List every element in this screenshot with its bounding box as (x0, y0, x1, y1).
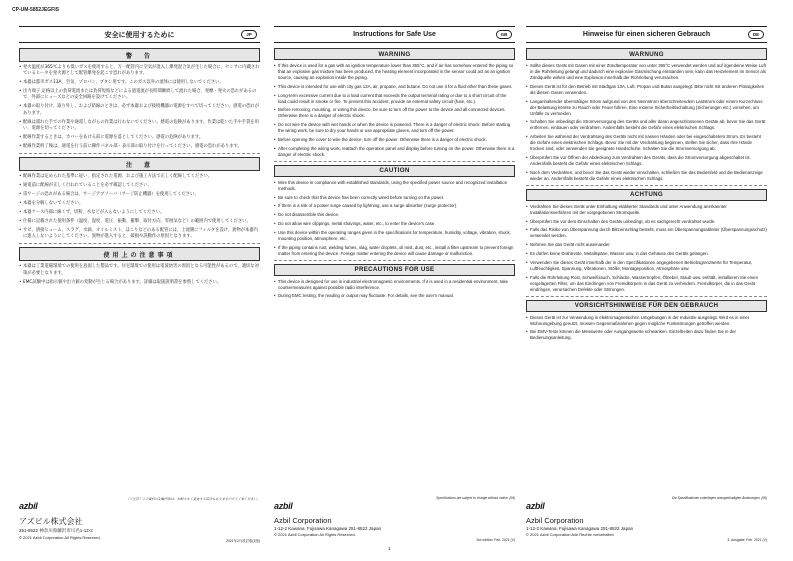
list-item (526, 204, 767, 216)
bullet-icon: • (19, 80, 22, 86)
list-item-text: Dieses Gerät ist für den Betrieb mit Stadtgas 13A, Luft, Propan und Butan ausgelegt. Bitte nicht mit anderen Flüssigkeiten als diesen Gasen verwenden. (530, 83, 765, 95)
bullet-icon: • (526, 250, 528, 256)
list-item (19, 183, 260, 189)
section-list (526, 315, 767, 342)
section-list (274, 63, 515, 158)
document-code: CP-UM-5852JEGFIS (12, 7, 59, 13)
bullet-icon: • (19, 210, 22, 216)
bullet-icon: • (274, 220, 276, 226)
list-item (19, 280, 260, 286)
list-item (526, 251, 767, 257)
section-heading: WARNUNG (526, 48, 767, 60)
section-heading: 使用上の注意事項 (19, 247, 260, 261)
list-item (274, 63, 515, 81)
list-item-text: If this device is used for a gas with an ignition temperature lower than 365°C, and if air has somehow entered the piping so that an explosive gas mixture has been produced, the heating element incorporated in the sensor could act as an ignition source, causing an explosion inside the piping. (278, 63, 514, 80)
edition: 3rd edition: Feb. 2021 (V) (476, 538, 515, 542)
list-item (526, 275, 767, 293)
section-heading: WARNING (274, 48, 515, 60)
section-list (19, 174, 260, 240)
footer-english (274, 494, 515, 544)
bullet-icon: • (274, 194, 276, 200)
list-item (19, 192, 260, 198)
column-japanese (19, 26, 260, 486)
list-item-text: 通電前に配線が正しく行われていることを必ず確認してください。 (23, 183, 152, 189)
list-item (526, 134, 767, 152)
bullet-icon: • (526, 314, 528, 320)
list-item (19, 89, 260, 101)
bullet-icon: • (274, 136, 276, 142)
sections-container (19, 48, 260, 286)
bullet-icon: • (19, 192, 22, 198)
bullet-icon: • (274, 122, 276, 128)
section-heading: VORSICHTSHINWEISE FÜR DEN GEBRAUCH (526, 300, 767, 312)
azbil-logo: azbil (19, 501, 38, 511)
list-item-text: If there is a risk of a power surge caused by lightning, use a surge absorber (surge protector). (278, 203, 458, 209)
list-item-text: Long-term excessive current due to a load current that exceeds the output terminal rating or due to a short circuit of the load could result in smoke or fire. To prevent this accident, provide an external safety circuit (fuse, etc.). (278, 92, 507, 104)
list-item (274, 137, 515, 143)
list-item-text: Do not wire the device with wet hands or when the device is powered. There is a danger of electric shock. Before starting the wiring work, be sure to dry your hands or use appropriate gloves, and turn off the power. (278, 122, 511, 134)
azbil-logo: azbil (526, 501, 545, 511)
list-item-text: This device is designed for use in industrial electromagnetic environments. If it is used in a residential environment, take countermeasures against possible radio interference. (278, 278, 509, 290)
section-list (274, 279, 515, 300)
bullet-icon: • (19, 143, 22, 149)
bullet-icon: • (274, 212, 276, 218)
list-item (526, 84, 767, 96)
list-item (274, 203, 515, 209)
bullet-icon: • (274, 63, 276, 68)
language-badge: GB (496, 30, 512, 39)
list-item-text: Before opening the cover to wire the device, turn off the power. Otherwise there is a danger of electric shock. (278, 136, 487, 142)
copyright: © 2021 Azbil Corporation All Rights Reserved. (274, 531, 356, 537)
bullet-icon: • (19, 65, 22, 70)
copyright: © 2021 Azbil Corporation Alle Rechte vorbehalten (526, 531, 614, 537)
list-item-text: Do not disassemble this device. (278, 212, 340, 218)
list-item (19, 65, 260, 77)
list-item-text: Use this device within the operating ranges given in the specifications for temperature, humidity, voltage, vibration, shock, mounting position, atmosphere, etc. (278, 229, 511, 241)
list-item-text: Es dürfen keine Drahtreste, Metallspäne, Wasser usw. in das Gehäuse des Geräts gelangen. (530, 250, 709, 256)
list-item (274, 293, 515, 299)
list-item-text: Falls die Rohrleitung Rost, Schweißrauch, Schlacke, Wassertropfen, Ölnebel, Staub usw. enthält, installieren Sie einen vorgelagerten Filter, um das Eindringen von Fremdkörpern in das Gerät zu verhindern. Fremdkörper, die in das Gerät eindringen, verursachen Defekte oder Störungen. (530, 274, 759, 292)
list-item-text: 配線作業終了後は、通電を行う前に操作パネル部・表示部の取り付けを行ってください。感電の恐れがあります。 (23, 143, 242, 149)
page-number: 1 (388, 546, 391, 551)
bullet-icon: • (274, 107, 276, 113)
bullet-icon: • (274, 278, 276, 284)
list-item (526, 219, 767, 225)
company-name: Azbil Corporation (274, 516, 332, 525)
column-header (19, 26, 260, 43)
list-item-text: Überprüfen Sie vor dem Einschalten des Geräts unbedingt, ob es sachgerecht verdrahtet wurde. (530, 218, 716, 224)
list-item-text: Dieses Gerät ist zur Verwendung in elektromagnetischen Umgebungen in der Industrie ausgelegt. Wird es in einer Wohnumgebung genutzt, müssen Gegenmaßnahmen gegen mögliche Funkstörungen getroffen werden. (530, 314, 750, 326)
column-title: Hinweise für einen sicheren Gebrauch (582, 31, 711, 38)
list-item-text: 本器ケース内部に線くず、切粉、水などが入らないようにしてください。 (23, 210, 165, 216)
list-item-text: Nach dem Verdrahten, und bevor Sie das Gerät wieder einschalten, schließen Sie das Bedienfeld und die Bedienanzeige wieder an. Andernfalls besteht die Gefahr eines elektrischen Schlags. (530, 169, 763, 181)
list-item (19, 210, 260, 216)
bullet-icon: • (274, 203, 276, 209)
bullet-icon: • (274, 293, 276, 299)
list-item (19, 144, 260, 150)
list-item-text: 本器を分解しないでください。 (23, 201, 84, 207)
list-item-text: サビ、溶接ヒューム、スラグ、水滴、オイルミスト、ほこりなどのある配管には、上流側にフィルタを設け、異物が本器内に進入しないようにしてください。異物が進入すると、破損や誤動作の原因となります。 (23, 228, 258, 240)
list-item (526, 242, 767, 248)
language-badge: DE (748, 30, 764, 39)
bullet-icon: • (526, 329, 528, 335)
list-item (274, 93, 515, 105)
list-item-text: Before removing, mounting, or wiring this device, be sure to turn off the power to the device and all connected devices. Otherwise there is a danger of electric shock. (278, 107, 506, 119)
list-item (526, 155, 767, 167)
list-item (526, 260, 767, 272)
list-item-text: Bei EMV-Tests können die Messwerte oder Ausgangswerte schwanken. Einzelheiten dazu finden Sie in der Bedienungsanleitung. (530, 329, 736, 341)
edition: 2021年2月改訂版(1版) (226, 539, 260, 543)
list-item-text: Überprüfen Sie vor Öffnen der Abdeckung zum Verdrahten des Geräts, dass die Stromversorgung abgeschaltet ist. Andernfalls besteht die Gefahr eines elektrischen Schlags. (530, 154, 751, 166)
bullet-icon: • (526, 259, 528, 265)
company-name: アズビル株式会社 (19, 517, 83, 526)
column-english (274, 26, 515, 486)
list-item-text: Wire this device in compliance with established standards, using the specified power source and recognized installation methods. (278, 179, 508, 191)
section-list (19, 264, 260, 285)
list-item (19, 264, 260, 276)
column-header (526, 26, 767, 43)
section-divider (526, 185, 767, 186)
list-item-text: 出力端子 定格以上の負荷電流または負荷短絡などによる過電流が長時間継続して流れた場合、発煙・発火の恐れがあるので、外部にヒューズなどの安全回路を設けてください。 (23, 89, 257, 101)
list-item (526, 63, 767, 81)
list-item-text: Be sure to check that this device has been correctly wired before turning on the power. (278, 194, 445, 200)
list-item-text: Falls das Risiko von Überspannung durch Blitzeinschlag besteht, muss ein Überspannungsableiter (Überspannungsschutz) verwendet werden. (530, 227, 767, 239)
list-item (526, 119, 767, 131)
section-divider (19, 243, 260, 244)
section-heading: CAUTION (274, 165, 515, 177)
bullet-icon: • (274, 244, 276, 250)
list-item-text: Verwenden Sie dieses Gerät innerhalb der in den Spezifikationen angegebenen Betriebsgrenzwerte für Temperatur, Luftfeuchtigkeit, Spannung, Vibrationen, Stöße, Montageposition, Atmosphäre usw. (530, 259, 753, 271)
list-item-text: 配線作業は定められた基準に従い、指定された電源、および施工方法で正しく配線してください。 (23, 174, 213, 180)
column-header (274, 26, 515, 43)
list-item (274, 84, 515, 90)
list-item (526, 170, 767, 182)
list-item-text: Nehmen Sie das Gerät nicht auseinander. (530, 242, 611, 248)
section-heading: ACHTUNG (526, 189, 767, 201)
section-heading: 警 告 (19, 48, 260, 62)
bullet-icon: • (19, 228, 22, 234)
list-item-text: 配線作業するときは、カバーをあける前に電源を落としてください。感電の危険があります。 (23, 134, 204, 140)
sections-container (274, 48, 515, 299)
footer-note: （ご注意）この資料の記載内容は、お断りなく変更する場合もありますのでご了承ください。 (126, 497, 260, 501)
bullet-icon: • (19, 174, 22, 180)
list-item (19, 120, 260, 132)
company-address: 251-8522 神奈川県藤沢市川名1-12-2 (19, 528, 93, 533)
list-item-text: Langanhaltender übermäßiger Strom aufgrund von den Nennstrom überschreitendem Laststrom oder einem Kurzschluss der Belastung könnte zu Rauch oder Feuer führen. Eine externe Sicherheitsschaltung (Sicherungen etc.) vorsehen, um Unfälle zu vermeiden. (530, 98, 763, 116)
section-divider (274, 161, 515, 162)
section-heading: 注 意 (19, 157, 260, 171)
list-item-text: After completing the wiring work, reattach the operation panel and display before turning on the power. Otherwise there is a danger of electric shock. (278, 145, 515, 157)
list-item (274, 122, 515, 134)
list-item-text: 雷サージの恐れがある場合は、サージアブソーバ（サージ防止機器）を使用してください。 (23, 192, 199, 198)
list-item (19, 219, 260, 225)
bullet-icon: • (526, 227, 528, 233)
language-badge: JP (241, 30, 257, 39)
section-list (274, 180, 515, 257)
bullet-icon: • (274, 83, 276, 89)
footer-german (526, 494, 767, 544)
list-item (274, 221, 515, 227)
list-item-text: EMC試験中は指示値や出力値の変動が生じる場合があります。詳細は取扱説明書を参照してください。 (23, 279, 222, 285)
list-item-text: Verdrahten Sie dieses Gerät unter Einhaltung etablierter Standards und unter Anwendung anerkannter Installationsverfahren mit der vorgegebenen Stromquelle. (530, 203, 727, 215)
list-item (526, 99, 767, 117)
bullet-icon: • (526, 154, 528, 160)
list-item-text: 本器は工業電磁環境での使用を意図した製品です。住宅環境での使用は電波妨害の原因となる可能性があるので、適切な対策が必要となります。 (23, 264, 259, 276)
bullet-icon: • (526, 83, 528, 89)
bullet-icon: • (19, 134, 22, 140)
company-address: 1-12-2 Kawana, Fujisawa Kanagawa 251-8522 Japan (526, 526, 634, 531)
azbil-logo: azbil (274, 501, 293, 511)
bullet-icon: • (19, 219, 22, 225)
bullet-icon: • (19, 264, 22, 270)
list-item-text: During EMC testing, the reading or output may fluctuate. For details, see the user's manual. (278, 293, 454, 299)
list-item (526, 315, 767, 327)
section-divider (19, 153, 260, 154)
list-item-text: 本器は都市ガス13A、空気、プロパン、ブタン用です。このガス以外の流体には使用しないでください。 (23, 80, 224, 86)
list-item (19, 104, 260, 116)
bullet-icon: • (274, 229, 276, 235)
list-item (19, 135, 260, 141)
footer-note: Specifications are subject to change without notice. (09) (436, 496, 515, 500)
bullet-icon: • (19, 201, 22, 207)
bullet-icon: • (526, 63, 528, 68)
bullet-icon: • (274, 145, 276, 151)
bullet-icon: • (526, 134, 528, 140)
bullet-icon: • (526, 218, 528, 224)
section-divider (274, 260, 515, 261)
list-item (274, 279, 515, 291)
company-name: Azbil Corporation (526, 516, 584, 525)
section-list (526, 204, 767, 293)
bullet-icon: • (526, 119, 528, 125)
bullet-icon: • (19, 183, 22, 189)
list-item (274, 212, 515, 218)
list-item (19, 80, 260, 86)
bullet-icon: • (19, 119, 22, 125)
list-item (19, 174, 260, 180)
list-item (526, 227, 767, 239)
company-address: 1-12-2 Kawana, Fujisawa Kanagawa 251-8522 Japan (274, 526, 382, 531)
bullet-icon: • (19, 89, 22, 95)
section-divider (526, 296, 767, 297)
list-item-text: 本器の取り付け、取り外し、および結線のときは、必ず本器および接続機器の電源をすべて切ってください。感電の恐れがあります。 (23, 104, 260, 116)
bullet-icon: • (526, 203, 528, 209)
list-item-text: This device is intended for use with city gas 13A, air, propane, and butane. Do not use it for a fluid other than these gases. (278, 83, 513, 89)
list-item-text: 仕様に記載された使用条件（温度、湿度、電圧、振動、衝撃、取付方向、雰囲気など）の範囲内で使用してください。 (23, 219, 251, 225)
footer-note: Die Spezifikationen unterliegen unangekündigten Änderungen. (09) (672, 496, 767, 500)
list-item-text: If the piping contains rust, welding fumes, slag, water droplets, oil mist, dust, etc., install a filter upstream to prevent foreign matter from entering the device. Foreign matter entering the device will cause damage or malfunction. (278, 244, 514, 256)
list-item-text: Do not allow wire clippings, metal shavings, water, etc., to enter the device's case. (278, 220, 436, 226)
section-list (19, 65, 260, 150)
column-title: Instructions for Safe Use (353, 31, 436, 38)
list-item (274, 146, 515, 158)
section-list (526, 63, 767, 182)
copyright: © 2021 Azbil Corporation All Rights Reserved. (19, 534, 101, 540)
edition: 3. Ausgabe: Feb. 2021 (V) (727, 538, 767, 542)
list-item-text: Sollte dieses Gerät mit Gasen mit einer Zündtemperatur von unter 365°C verwendet werden und auf irgendeine Weise Luft in die Rohrleitung gelangt und dadurch eine explosive Gasmischung entstanden sein, kann das Heizelement im Sensor als Zündquelle wirken und eine Explosion innerhalb der Rohrleitung verursachen. (530, 63, 766, 80)
list-item (274, 245, 515, 257)
footer-japanese (19, 494, 260, 544)
list-item (19, 228, 260, 240)
bullet-icon: • (274, 92, 276, 98)
bullet-icon: • (274, 179, 276, 185)
list-item (274, 107, 515, 119)
section-heading: PRECAUTIONS FOR USE (274, 264, 515, 276)
list-item (526, 329, 767, 341)
list-item (19, 201, 260, 207)
list-item-text: Arbeiten Sie während der Verdrahtung des Geräts nicht mit nassen Händen oder bei eingeschaltetem Strom. Es besteht die Gefahr eines elektrischen Schlags. Bevor Sie mit der Verdrahtung beginnen, stellen Sie sicher, dass Ihre Hände trocken sind, oder verwenden Sie geeignete Handschuhe. Schalten Sie die Stromversorgung ab. (530, 134, 761, 152)
bullet-icon: • (526, 98, 528, 104)
list-item (274, 230, 515, 242)
list-item-text: 配線は濡れた手での作業や通電しながらの作業は行わないでください。感電の危険があります。作業は乾いた手や手袋を用い、電源を切ってください。 (23, 119, 259, 131)
list-item (274, 195, 515, 201)
bullet-icon: • (526, 274, 528, 280)
bullet-icon: • (19, 279, 22, 285)
bullet-icon: • (19, 104, 22, 110)
sections-container (526, 48, 767, 341)
bullet-icon: • (526, 242, 528, 248)
column-german (526, 26, 767, 486)
column-title: 安全に使用するために (104, 30, 175, 39)
list-item (274, 180, 515, 192)
list-item-text: Schalten Sie unbedingt die Stromversorgung des Geräts und aller daran angeschlossenen Geräte ab, bevor Sie das Gerät entfernen, einbauen oder verdrahten. Andernfalls besteht die Gefahr eines elektrischen Schlags. (530, 119, 766, 131)
list-item-text: 発火温度が365℃よりも低いガスを使用すると、万一配管内に空気が混入し爆発混合気が生じた場合に、センサに内蔵されているヒータを発火源として配管爆発を起こす恐れがあります。 (23, 65, 260, 77)
bullet-icon: • (526, 169, 528, 175)
